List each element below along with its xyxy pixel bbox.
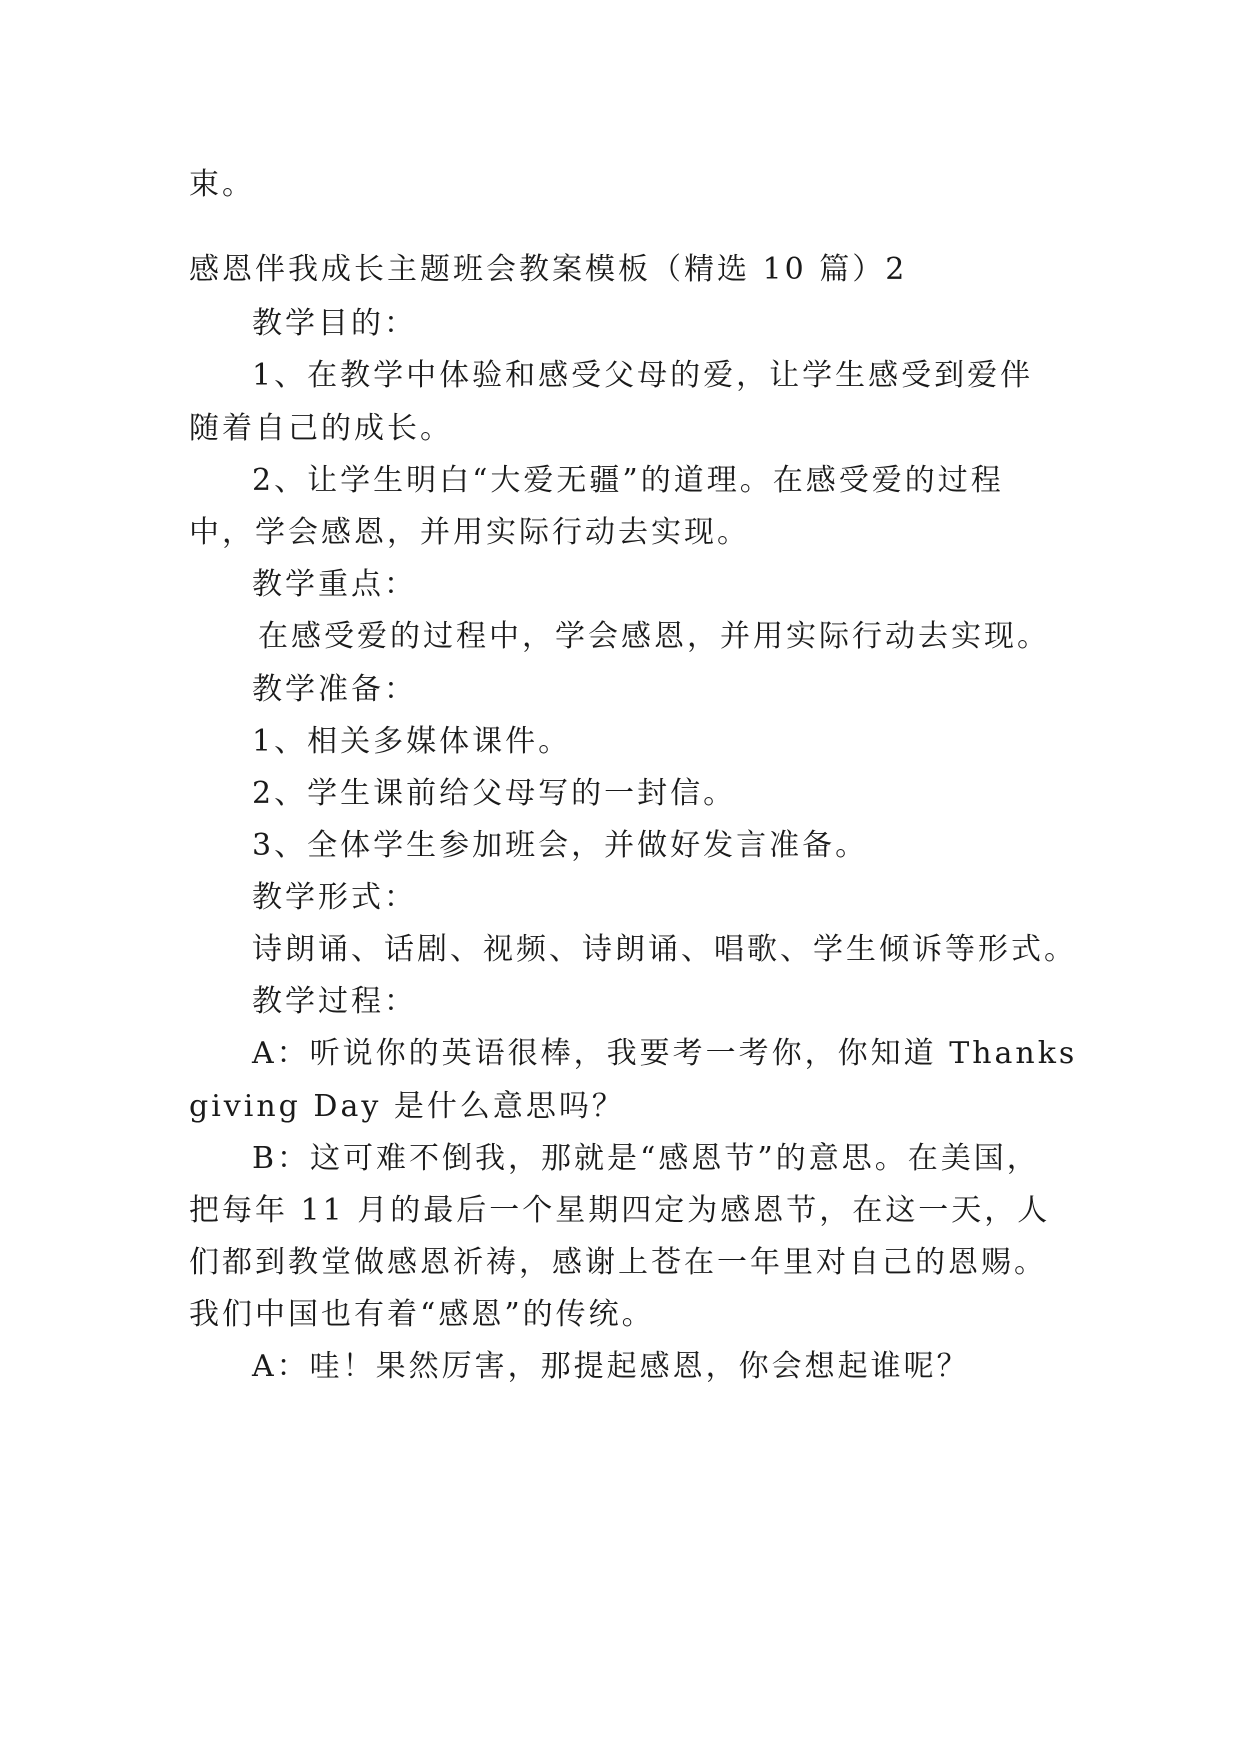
section-title: 感恩伴我成长主题班会教案模板（精选 10 篇）2 [189,252,908,287]
paragraph-line: 束。 [189,167,255,202]
paragraph-line: 在感受爱的过程中，学会感恩，并用实际行动去实现。 [258,619,1050,654]
heading-process: 教学过程： [252,984,417,1019]
paragraph-line: 1、相关多媒体课件。 [252,724,572,759]
paragraph-line: 把每年 11 月的最后一个星期四定为感恩节，在这一天，人 [189,1193,1051,1228]
heading-format: 教学形式： [252,880,417,915]
paragraph-line: 中，学会感恩，并用实际行动去实现。 [189,515,750,550]
paragraph-line: 诗朗诵、话剧、视频、诗朗诵、唱歌、学生倾诉等形式。 [252,932,1077,967]
paragraph-line: A：哇！果然厉害，那提起感恩，你会想起谁呢？ [252,1349,970,1384]
paragraph-line: 们都到教堂做感恩祈祷，感谢上苍在一年里对自己的恩赐。 [189,1245,1047,1280]
paragraph-line: B：这可难不倒我，那就是“感恩节”的意思。在美国， [252,1141,1040,1176]
paragraph-line: 2、让学生明白“大爱无疆”的道理。在感受爱的过程 [252,463,1004,498]
heading-preparation: 教学准备： [252,672,417,707]
heading-objectives: 教学目的： [252,306,417,341]
paragraph-line: A：听说你的英语很棒，我要考一考你，你知道 Thanks [252,1036,1078,1071]
heading-key-points: 教学重点： [252,567,417,602]
paragraph-line: 随着自己的成长。 [189,411,453,446]
paragraph-line: giving Day 是什么意思吗？ [189,1089,625,1124]
paragraph-line: 2、学生课前给父母写的一封信。 [252,776,737,811]
paragraph-line: 3、全体学生参加班会，并做好发言准备。 [252,828,869,863]
paragraph-line: 我们中国也有着“感恩”的传统。 [189,1297,655,1332]
paragraph-line: 1、在教学中体验和感受父母的爱，让学生感受到爱伴 [252,358,1034,393]
